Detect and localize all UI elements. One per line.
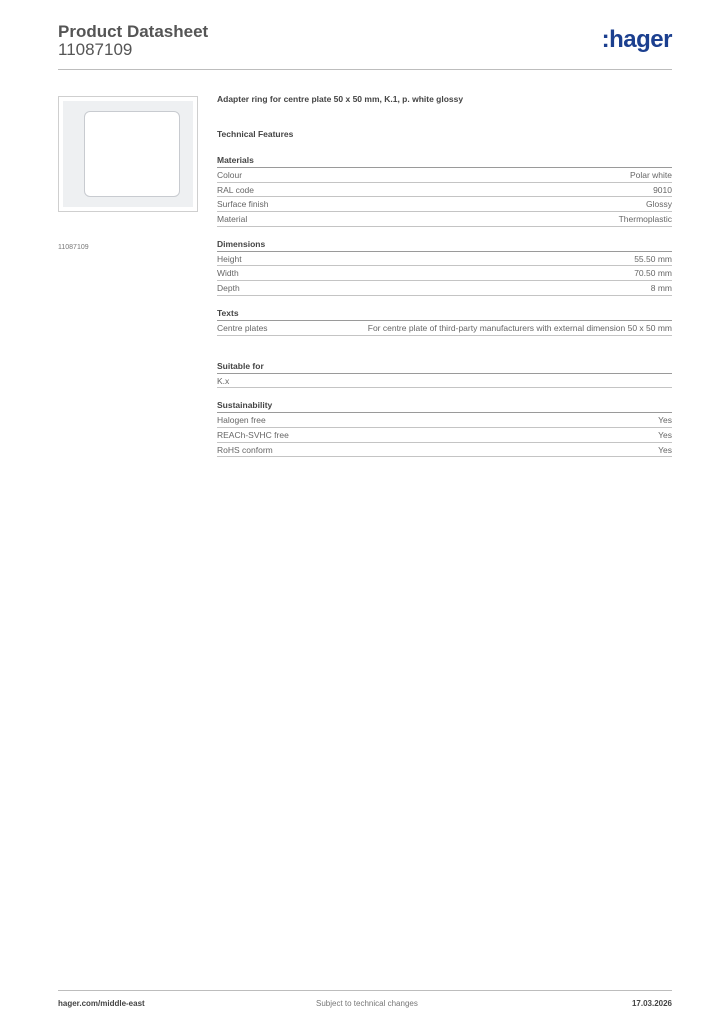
row-value: For centre plate of third-party manufacturers with external dimension 50 x 50 mm [367,322,672,333]
row-label: Colour [217,170,243,180]
page-footer [58,990,672,1014]
section-title: Texts [217,307,672,321]
table-row [217,252,672,267]
row-value: Polar white [629,170,672,180]
product-name: Adapter ring for centre plate 50 x 50 mm, K.1, p. white glossy [217,94,464,104]
row-label: Depth [217,283,240,294]
adapter-ring-frame [63,101,193,207]
table-row [217,212,672,227]
table-row [217,413,672,428]
materials-section [217,154,672,227]
table-row [217,183,672,198]
row-label: Width [217,268,239,279]
row-label: RAL code [217,184,255,195]
section-title: Dimensions [217,238,672,252]
table-row [217,197,672,212]
product-number: 11087109 [58,40,133,59]
footer-note: Subject to technical changes [316,999,418,1008]
page-title: Product Datasheet [58,22,209,41]
footer-website-link[interactable]: hager.com/middle-east [58,999,145,1008]
suitable-for-section [217,360,672,389]
row-label: Surface finish [217,199,269,210]
section-title: Suitable for [217,360,672,374]
row-label: RoHS conform [217,444,273,455]
section-title: Sustainability [217,399,672,413]
product-image [58,96,198,212]
row-value: Yes [658,444,672,455]
table-row [217,266,672,281]
row-label: Material [217,214,248,225]
row-value: Glossy [646,199,672,210]
row-value: Thermoplastic [618,214,672,225]
row-label: Centre plates [217,322,268,333]
image-caption: 11087109 [58,244,89,251]
row-value: 9010 [653,184,672,195]
table-row [217,374,672,389]
table-row [217,321,672,336]
table-row [217,443,672,458]
page-header [58,20,672,70]
row-value: 8 mm [650,283,672,294]
row-value: 55.50 mm [634,253,672,264]
row-value: 70.50 mm [634,268,672,279]
row-label: REACh-SVHC free [217,429,289,440]
footer-date: 17.03.2026 [631,999,672,1008]
table-row [217,168,672,183]
row-label: Halogen free [217,415,266,426]
datasheet-content [217,94,672,457]
hager-logo: :hager [601,26,672,53]
table-row [217,281,672,296]
technical-features-heading: Technical Features [217,129,294,139]
row-label: Height [217,253,242,264]
texts-section [217,307,672,336]
sustainability-section [217,399,672,457]
adapter-ring-opening [84,111,180,197]
row-value: Yes [658,415,672,426]
table-row [217,428,672,443]
dimensions-section [217,238,672,296]
section-title: Materials [217,154,672,168]
row-value: Yes [658,429,672,440]
row-label: K.x [217,375,230,386]
